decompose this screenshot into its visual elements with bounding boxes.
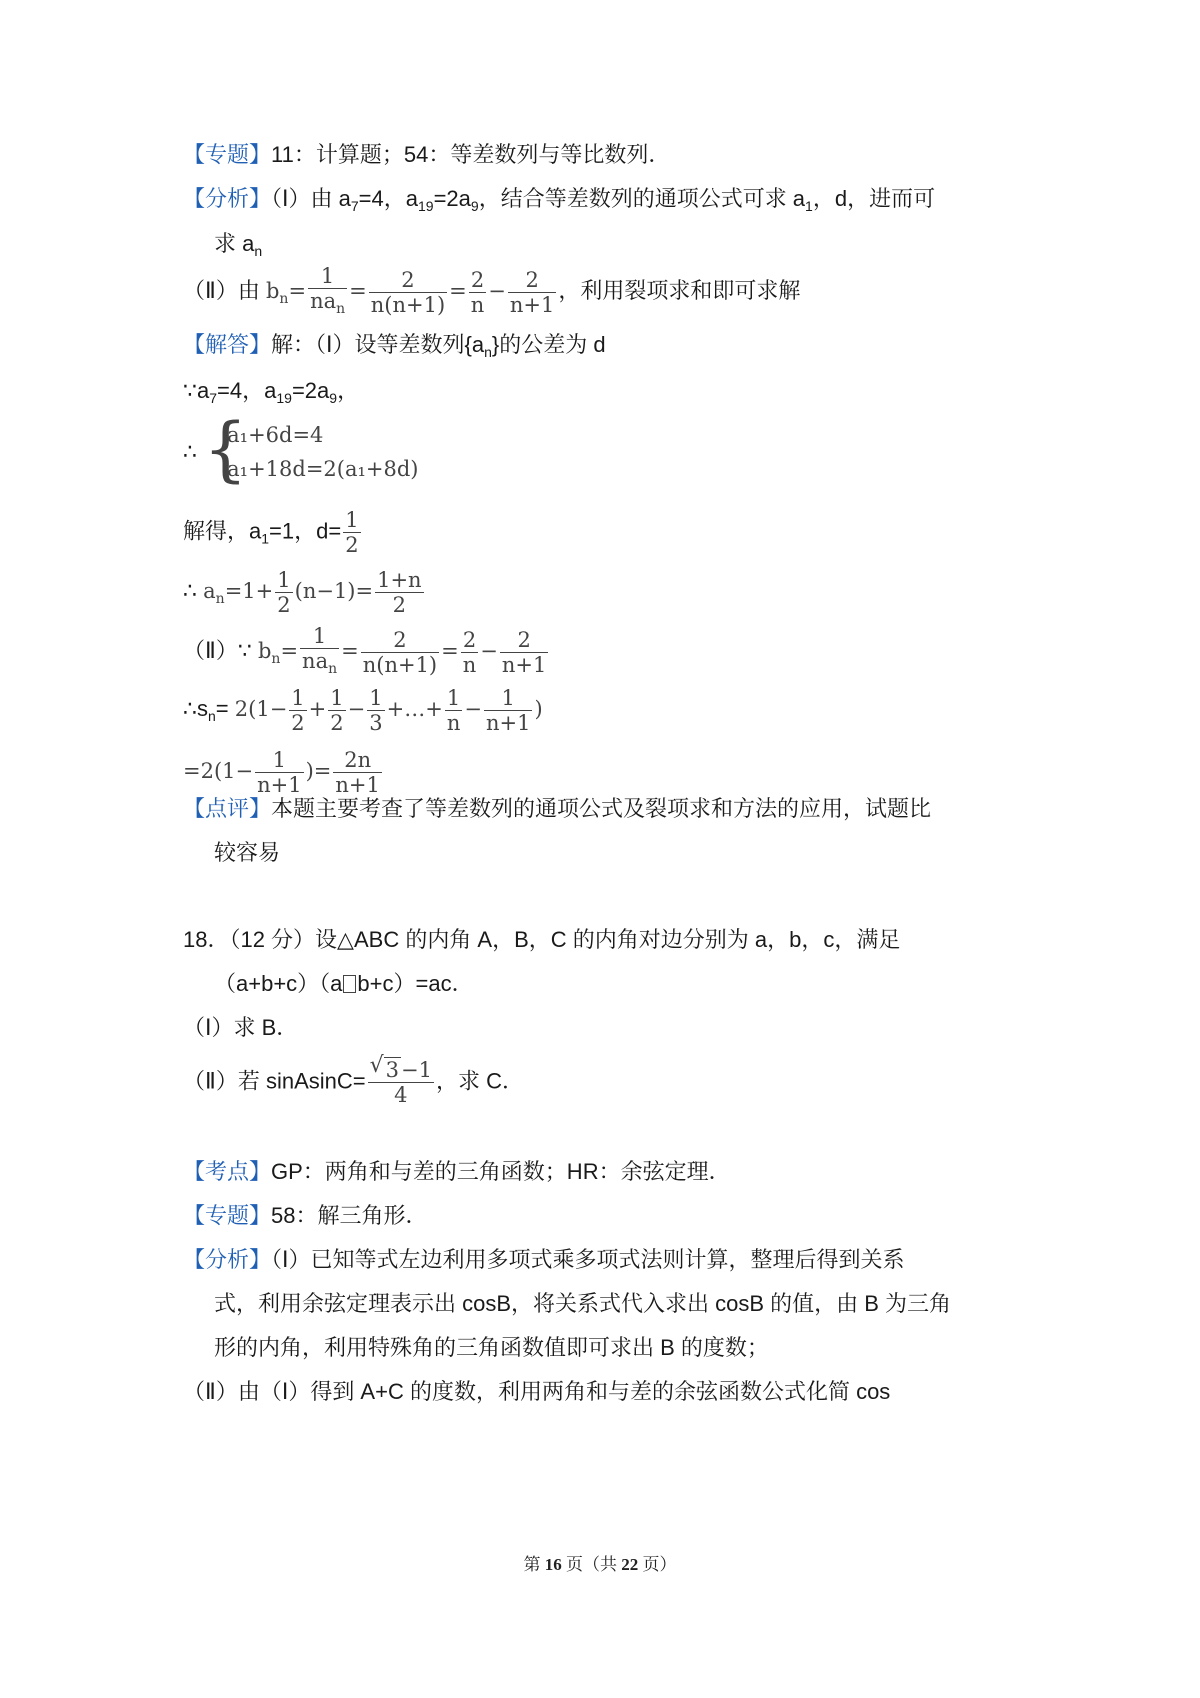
topic-line <box>183 140 670 170</box>
question-18-part-2 <box>183 1053 524 1107</box>
solution-line-4 <box>183 508 363 557</box>
analysis-text: ，结合等差数列的通项公式可求 a <box>478 186 806 211</box>
formula-bn: $b_n=$ $\frac{1}{na_n}$ = $\frac{2}{n(n+1)}$ = $\frac{2}{n}$ − $\frac{2}{n+1}$ <box>265 264 555 317</box>
page-number: 16 <box>544 1555 562 1574</box>
subscript: 19 <box>417 198 434 214</box>
question-text: （a+b+c）（a <box>214 971 343 996</box>
subscript: 9 <box>329 390 338 406</box>
solution-text: =4，a <box>217 378 277 403</box>
solution-line-8 <box>183 748 384 797</box>
solution-text: 解得，a <box>183 518 262 544</box>
analysis-line-3 <box>183 264 800 321</box>
analysis2-line-1 <box>183 1245 905 1275</box>
analysis-text: 式，利用余弦定理表示出 cosB，将关系式代入求出 cosB 的值，由 B 为三角 <box>214 1291 952 1316</box>
kaodian-tag: 【考点】 <box>183 1159 272 1184</box>
topic-text-2: 58：解三角形． <box>271 1203 428 1228</box>
question-18-part-1 <box>183 1013 298 1043</box>
equation-system <box>203 408 419 490</box>
question-text: （Ⅱ）若 sinAsinC= <box>183 1068 366 1094</box>
topic-text: 11：计算题；54：等差数列与等比数列． <box>271 142 671 167</box>
subscript: n <box>484 344 492 360</box>
analysis-text: ，d，进而可 <box>812 186 936 211</box>
analysis2-line-3 <box>214 1333 769 1363</box>
solution-line-7 <box>183 686 543 735</box>
total-pages: 22 <box>621 1555 639 1574</box>
topic-tag: 【专题】 <box>183 142 272 167</box>
kaodian-line <box>183 1157 731 1187</box>
subscript: 19 <box>276 390 292 406</box>
analysis2-line-2 <box>214 1289 951 1319</box>
brace-icon: { <box>203 408 248 490</box>
analysis-text: 求 a <box>214 231 255 256</box>
missing-glyph-icon <box>343 975 356 993</box>
analysis-text: （Ⅰ）已知等式左边利用多项式乘多项式法则计算，整理后得到关系 <box>271 1247 905 1272</box>
question-18-line-2 <box>214 969 474 999</box>
analysis-text: 形的内角，利用特殊角的三角函数值即可求出 B 的度数； <box>214 1335 769 1360</box>
solution-text: 解：（Ⅰ）设等差数列{a <box>271 332 485 357</box>
kaodian-text: GP：两角和与差的三角函数；HR：余弦定理． <box>271 1159 731 1184</box>
solution-line-6 <box>183 624 550 681</box>
comment-tag: 【点评】 <box>183 796 272 821</box>
subscript: 1 <box>805 198 813 214</box>
fraction-sqrt3-minus-1-over-4: √ 3−1 4 <box>369 1053 432 1107</box>
solution-text: =1，d= <box>269 518 342 544</box>
analysis-text: （Ⅱ）由 <box>183 278 260 303</box>
solution-text: ， <box>337 378 360 403</box>
question-text: b+c）=ac． <box>357 971 474 996</box>
subscript: n <box>208 708 216 724</box>
formula-bn-2: $b_n=$ $\frac{1}{na_n}$ = $\frac{2}{n(n+1)}$ = $\frac{2}{n}$ − $\frac{2}{n+1}$ <box>257 624 547 677</box>
solution-tag: 【解答】 <box>183 332 272 357</box>
subscript: 7 <box>209 390 218 406</box>
analysis-text: ，利用裂项求和即可求解 <box>558 278 801 303</box>
footer-text: 第 <box>523 1555 541 1574</box>
analysis-text: （Ⅰ）由 a <box>271 186 351 211</box>
solution-text: = <box>215 696 229 721</box>
analysis-text: =2a <box>433 186 471 211</box>
analysis-tag: 【分析】 <box>183 186 272 211</box>
subscript: 9 <box>470 198 479 214</box>
formula-sum: 2(1− $\frac{1}{2}$ + $\frac{1}{2}$ − $\frac{1}{3}$ +…+ $\frac{1}{n}$ − $\frac{1}{n+1}$ ) <box>234 686 543 735</box>
therefore-symbol: ∴ <box>183 578 197 603</box>
topic-tag-2: 【专题】 <box>183 1203 272 1228</box>
equation-row: a₁+18d=2(a₁+8d) <box>227 457 419 481</box>
equation-row: a₁+6d=4 <box>227 423 324 447</box>
footer-text: 页（共 <box>566 1555 617 1574</box>
comment-text: 本题主要考查了等差数列的通项公式及裂项求和方法的应用，试题比 <box>271 796 932 821</box>
question-text: （Ⅰ）求 B． <box>183 1015 299 1040</box>
analysis-tag-2: 【分析】 <box>183 1247 272 1272</box>
footer-text: 页） <box>642 1555 677 1574</box>
solution-line-1 <box>183 330 606 367</box>
question-18-line-1 <box>183 925 900 955</box>
fraction-half: $\frac{1}{2}$ <box>345 508 359 557</box>
topic-line-2 <box>183 1201 428 1231</box>
analysis-text: （Ⅱ）由（Ⅰ）得到 A+C 的度数，利用两角和与差的余弦函数公式化简 cos <box>183 1379 891 1404</box>
analysis2-line-4 <box>183 1377 890 1407</box>
solution-text: ∴s <box>183 696 208 721</box>
page-footer <box>0 1550 1200 1575</box>
analysis-text: =4，a <box>358 186 418 211</box>
solution-text: =2a <box>291 378 330 403</box>
solution-text: }的公差为 d <box>491 332 606 357</box>
solution-text: （Ⅱ）∵ <box>183 638 252 663</box>
subscript: n <box>254 243 263 259</box>
comment-line-2 <box>214 838 280 868</box>
question-text: 18．（12 分）设△ABC 的内角 A，B，C 的内角对边分别为 a，b，c，满足 <box>183 927 901 952</box>
formula-an: $a_n=1+$ $\frac{1}{2}$ (n−1)= $\frac{1+n}{2}$ <box>203 568 422 617</box>
subscript: 1 <box>261 530 270 547</box>
solution-text: ∵a <box>183 378 210 403</box>
solution-line-5 <box>183 568 426 617</box>
question-text: ，求 C． <box>435 1068 524 1094</box>
comment-line-1 <box>183 794 931 824</box>
formula-sum-result: =2(1− $\frac{1}{n+1}$ )= $\frac{2n}{n+1}$ <box>183 748 380 797</box>
analysis-line-2 <box>214 229 262 266</box>
analysis-line-1 <box>183 184 935 221</box>
subscript: 7 <box>350 198 359 214</box>
therefore-symbol: ∴ <box>183 439 197 464</box>
comment-text: 较容易 <box>214 840 281 865</box>
equation-system-line <box>183 408 419 490</box>
